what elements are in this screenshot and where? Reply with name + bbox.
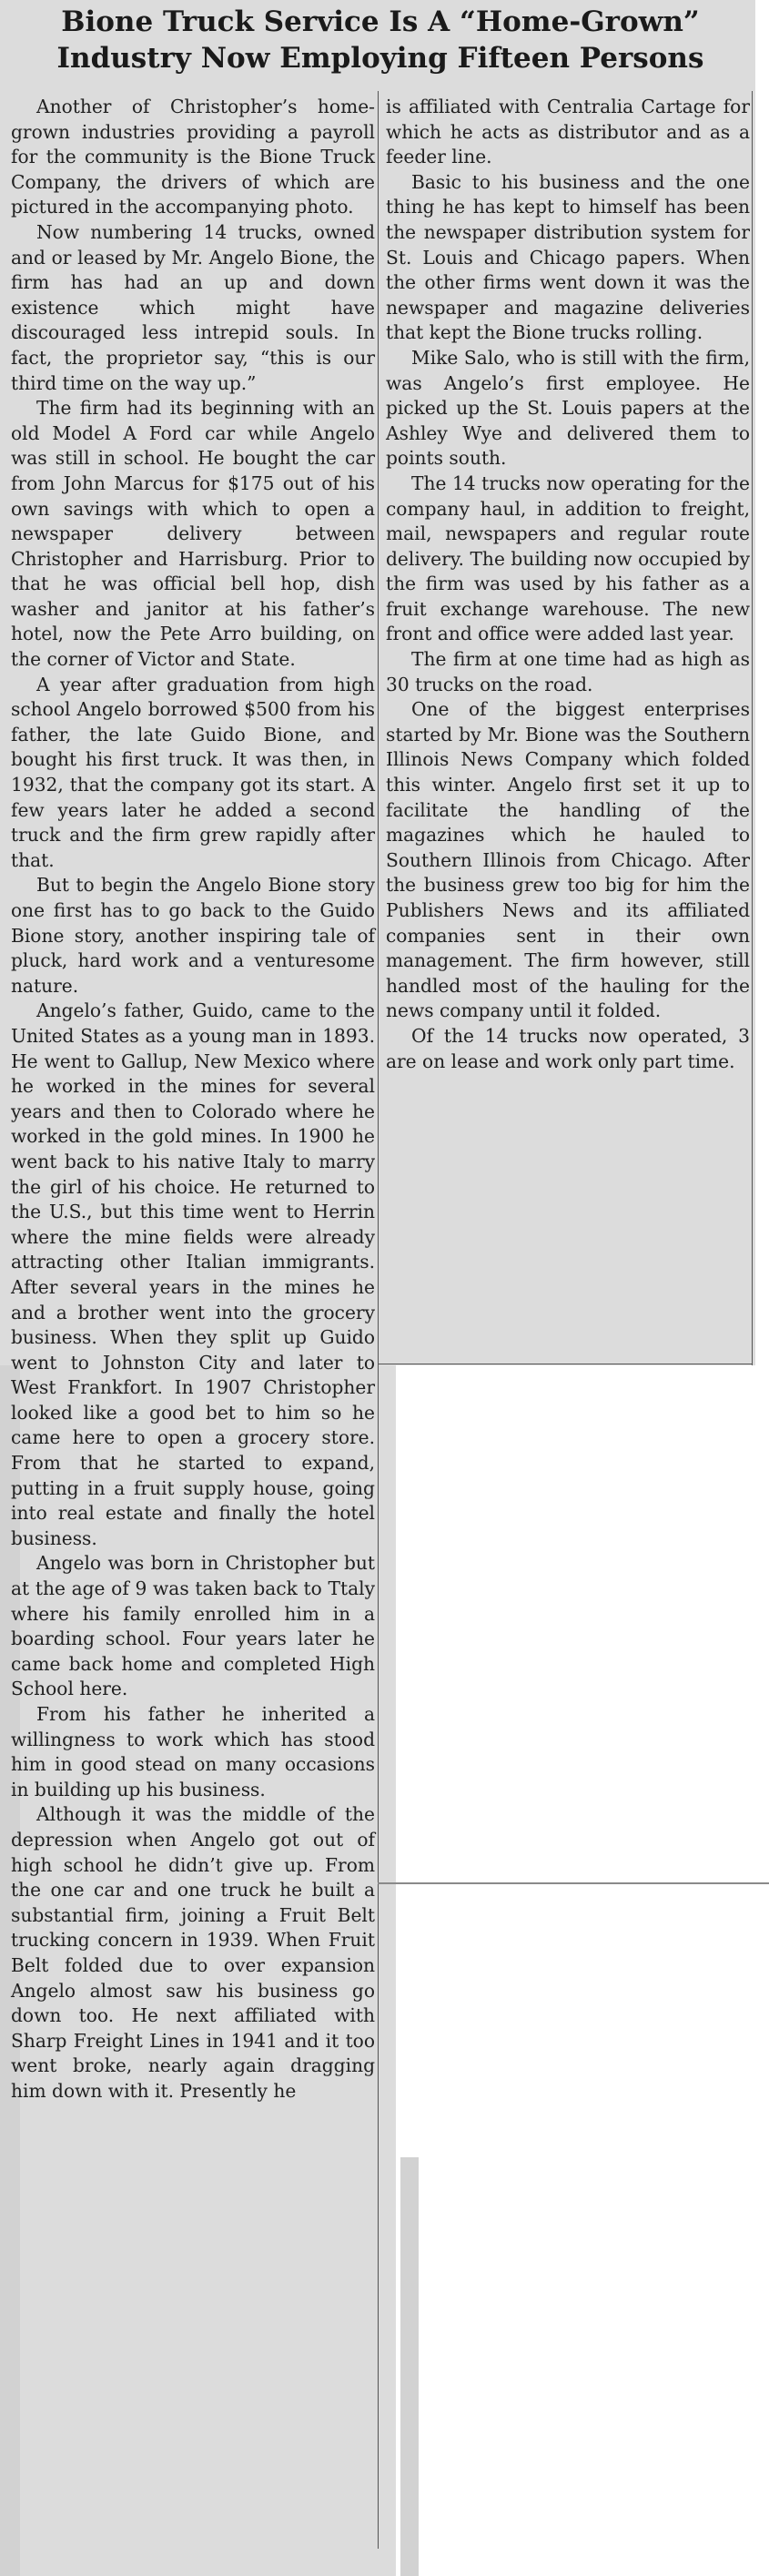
scan-edge-line (378, 1882, 769, 1884)
paragraph: is affiliated with Centralia Cartage for which he acts as distributor and as a feeder line. (386, 96, 750, 168)
paragraph: The 14 trucks now operating for the company haul, in addition to freight, mail, newspapers and regular route delivery. The building now occupied by the firm was used by his father as a fruit exchange warehouse. The new front and office were added last year. (386, 472, 750, 645)
paragraph: Angelo was born in Christopher but at the age of 9 was taken back to Ttaly where his family enrolled him in a boarding school. Four years later he came back home and completed High School here. (11, 1552, 375, 1700)
paragraph: The firm had its beginning with an old Model A Ford car while Angelo was still in school. He bought the car from John Marcus for $175 out of his own savings with which to open a newspaper delivery between Christopher and Harrisburg. Prior to that he was official bell hop, dish washer and janitor at his father’s hotel, now the Pete Arro building, on the corner of Victor and State. (11, 397, 375, 671)
paragraph: Although it was the middle of the depression when Angelo got out of high school he didn’t give up. From the one car and one truck he built a substantial firm, joining a Fruit Belt trucking concern in 1939. When Fruit Belt folded due to over expansion Angelo almost saw his business go down too. He next affiliated with Sharp Freight Lines in 1941 and it too went broke, nearly again dragging him down with it. Presently he (11, 1803, 375, 2102)
left-column (11, 95, 375, 2104)
paragraph: Of the 14 trucks now operated, 3 are on lease and work only part time. (386, 1024, 750, 1072)
paragraph: Now numbering 14 trucks, owned and or leased by Mr. Angelo Bione, the firm has had an up and down existence which might have discouraged less intrepid souls. In fact, the proprietor say, “this is our third time on the way up.” (11, 220, 375, 394)
adjacent-clipping-sliver-right (400, 2157, 419, 2576)
paragraph: Angelo’s father, Guido, came to the United States as a young man in 1893. He went to Gallup, New Mexico where he worked in the mines for several years and then to Colorado where he worked in the gold mines. In 1900 he went back to his native Italy to marry the girl of his choice. He returned to the U.S., but this time went to Herrin where the mine fields were already attracting other Italian immigrants. After several years in the mines he and a brother went into the grocery business. When they split up Guido went to Johnston City and later to West Frankfort. In 1907 Christopher looked like a good bet to him so he came here to open a grocery store. From that he started to expand, putting in a fruit supply house, going into real estate and finally the hotel business. (11, 999, 375, 1549)
paragraph: Basic to his business and the one thing he has kept to himself has been the newspaper distribution system for St. Louis and Chicago papers. When the other firms went down it was the newspaper and magazine deliveries that kept the Bione trucks rolling. (386, 170, 750, 344)
paragraph: Mike Salo, who is still with the firm, was Angelo’s first employee. He picked up the St. Louis papers at the Ashley Wye and delivered them to points south. (386, 346, 750, 470)
paragraph: A year after graduation from high school Angelo borrowed $500 from his father, the late Guido Bione, and bought his first truck. It was then, in 1932, that the company got its start. A few years later he added a second truck and the firm grew rapidly after that. (11, 673, 375, 871)
headline-line-2: Industry Now Employing Fifteen Persons (56, 42, 704, 75)
headline-line-1: Bione Truck Service Is A “Home-Grown” (61, 5, 700, 38)
column-divider (378, 91, 379, 2549)
paragraph: One of the biggest enterprises started by Mr. Bione was the Southern Illinois News Company which folded this winter. Angelo first set it up to facilitate the handling of the magazines which he hauled to Southern Illinois from Chicago. After the business grew too big for him the Publishers News and its affiliated companies sent in their own management. The firm however, still handled most of the hauling for the news company until it folded. (386, 698, 750, 1022)
headline (7, 4, 754, 76)
paragraph: Another of Christopher’s home-grown industries providing a payroll for the community is the Bione Truck Company, the drivers of which are pictured in the accompanying photo. (11, 96, 375, 218)
right-column (386, 95, 750, 1074)
paragraph: But to begin the Angelo Bione story one first has to go back to the Guido Bione story, another inspiring tale of pluck, hard work and a venturesome nature. (11, 874, 375, 997)
paragraph: The firm at one time had as high as 30 trucks on the road. (386, 648, 750, 695)
right-column-border (752, 91, 753, 1365)
paragraph: From his father he inherited a willingness to work which has stood him in good stead on many occasions in building up his business. (11, 1703, 375, 1800)
